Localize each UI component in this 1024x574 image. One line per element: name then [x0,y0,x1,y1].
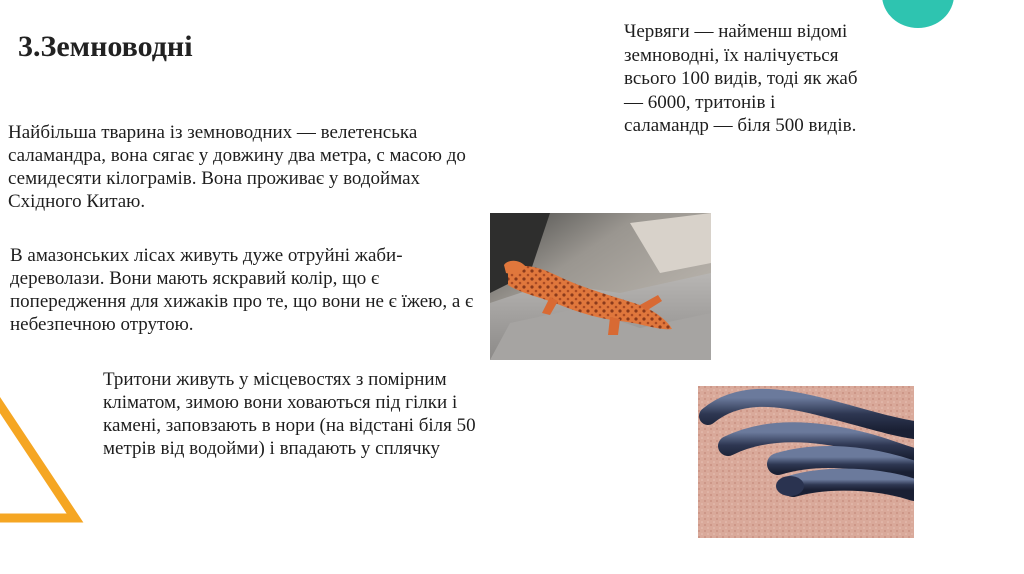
tree-frogs-paragraph: В амазонських лісах живуть дуже отруйні жаби-дереволази. Вони мають яскравий колір, що є попередження для хижаків про те, що вони не є їжею, а є небезпечною отрутою. [10,245,474,335]
giant-salamander-paragraph: Найбільша тварина із земноводних — велетенська саламандра, вона сягає у довжину два метра, с масою до семидесяти кілограмів. Вона проживає у водоймах Східного Китаю. [8,122,466,212]
orange-triangle-decoration [0,370,90,530]
salamander-photo [490,213,711,360]
caecilians-paragraph: Червяги — найменш відомі земноводні, їх налічується всього 100 видів, тоді як жаб — 6000, тритонів і саламандр — біля 500 видів. [624,21,858,136]
slide-title: 3.Земноводні [18,30,193,63]
newts-paragraph: Тритони живуть у місцевостях з помірним кліматом, зимою вони ховаються під гілки і камені, заповзають в нори (на відстані біля 50 метрів від водойми) і впадають у сплячку [103,369,476,459]
caecilian-photo [698,386,914,538]
teal-circle-decoration [882,0,954,28]
